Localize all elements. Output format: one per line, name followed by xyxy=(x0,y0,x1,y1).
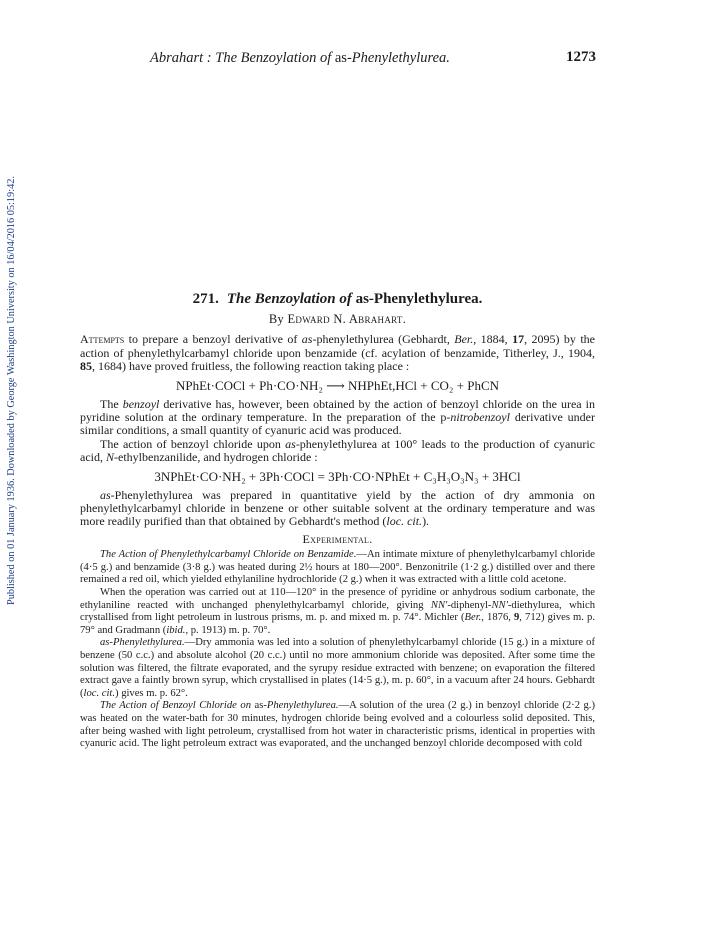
experiment-paragraph-2: When the operation was carried out at 110—120° in the presence of pyridine or anhydrous sodium carbonate, the ethylaniline reacted with unchanged phenylethylcarbamyl chloride, giving NN'-diphenyl-NN'-diethylurea, which crystallised from light petroleum in lustrous prisms, m. p. and mixed m. p. 74°. Michler (Ber., 1876, 9, 712) gives m. p. 79° and Gradmann (ibid., p. 1913) m. p. 70°. xyxy=(80,587,595,636)
reaction-equation-1: NPhEt·COCl + Ph·CO·NH₂ ⟶ NHPhEt,HCl + CO₂ + PhCN xyxy=(175,377,500,393)
author-name: Edward N. Abrahart. xyxy=(287,312,407,326)
experiment-paragraph-1: The Action of Phenylethylcarbamyl Chloride on Benzamide.—An intimate mixture of phenylethylcarbamyl chloride (4·5 g.) and benzamide (3·8 g.) was heated during 2½ hours at 180—200°. Benzonitrile (1·2 g.) distilled over and there remained a red oil, which yielded ethylaniline hydrochloride (2 g.) when it was extracted with a little cold acetone. xyxy=(80,549,595,586)
section-heading: Experimental. xyxy=(302,531,373,546)
running-head xyxy=(150,50,596,70)
experiment-paragraph-3: as-Phenylethylurea.—Dry ammonia was led into a solution of phenylethylcarbamyl chloride (15 g.) in a mixture of benzene (50 c.c.) and absolute alcohol (20 c.c.) until no more ammonium chloride was deposited. After some time the solution was filtered, the filtrate evaporated, and the syrupy residue extracted with benzene; on evaporation the filtered extract gave a faintly brown syrup, which crystallised in plates (14·5 g.), m. p. 60°, in a vacuum after 24 hours. Gebhardt (loc. cit.) gives m. p. 62°. xyxy=(80,637,595,699)
article-title: 271. The Benzoylation of as-Phenylethylurea. xyxy=(192,291,483,307)
experiment-paragraph-4: The Action of Benzoyl Chloride on as-Phenylethylurea.—A solution of the urea (2 g.) in benzoyl chloride (2·2 g.) was heated on the water-bath for 30 minutes, hydrogen chloride being evolved and a colourless solid deposited. This, after being washed with light petroleum, crystallised from hot water in characteristic prisms, identical in properties with cyanuric acid. The light petroleum extract was evaporated, and the unchanged benzoyl chloride decomposed with cold xyxy=(80,700,595,750)
byline: By Edward N. Abrahart. xyxy=(268,312,407,326)
running-title: Abrahart : The Benzoylation of as-Phenylethylurea. xyxy=(150,50,450,66)
reaction-equation-2: 3NPhEt·CO·NH₂ + 3Ph·COCl = 3Ph·CO·NPhEt + C₃H₃O₃N₃ + 3HCl xyxy=(154,468,521,484)
experimental-section xyxy=(80,549,595,751)
download-notice xyxy=(3,150,23,605)
article xyxy=(80,290,595,751)
page-number: 1273 xyxy=(566,49,596,65)
intro-paragraph: Attempts to prepare a benzoyl derivative of as-phenylethylurea (Gebhardt, Ber., 1884, 17, 2095) by the action of phenylethylcarbamyl chloride upon benzamide (cf. acylation of benzamide, Titherley, J., 1904, 85, 1684) have proved fruitless, the following reaction taking place : xyxy=(80,332,596,374)
download-notice-text: Published on 01 January 1936. Downloaded by George Washington University on 16/04/2016 05:19:42. xyxy=(6,176,17,605)
preparation-paragraph: as-Phenylethylurea was prepared in quantitative yield by the action of dry ammonia on phenylethylcarbamyl chloride in benzene or other suitable solvent at the ordinary temperature and was more readily purified than that obtained by Gebhardt's method (loc. cit.). xyxy=(80,487,595,529)
cyanuric-paragraph: The action of benzoyl chloride upon as-phenylethylurea at 100° leads to the production of cyanuric acid, N-ethylbenzanilide, and hydrogen chloride : xyxy=(80,436,595,465)
benzoyl-paragraph: The benzoyl derivative has, however, been obtained by the action of benzoyl chloride on the urea in pyridine solution at the ordinary temperature. In the preparation of the p-nitrobenzoyl derivative under similar conditions, a small quantity of cyanuric acid was produced. xyxy=(80,396,595,438)
article-number: 271. xyxy=(192,291,219,307)
